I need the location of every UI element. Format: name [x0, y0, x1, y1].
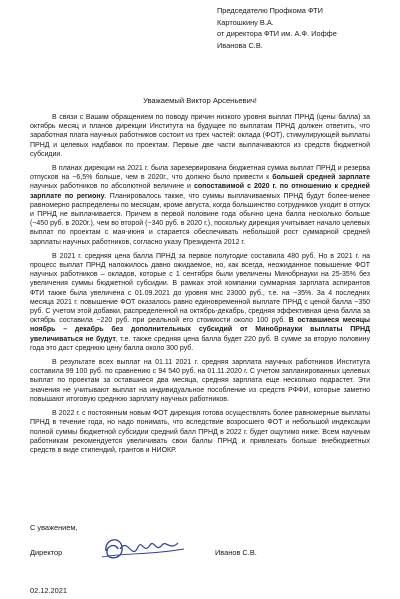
greeting: Уважаемый Виктор Арсеньевич!	[143, 96, 257, 105]
text-run: научных работников по абсолютной величине и	[30, 183, 194, 191]
signer-name: Иванов С.В.	[215, 548, 257, 557]
bold-text-run: сопоставимой с 2020 г. по отношению к средней зарплате по региону	[30, 183, 370, 200]
body-paragraph	[30, 252, 370, 353]
text-run: , т.е. также средняя цена балла будет 220 руб. В сумме за вторую половину года это даст среднюю цену балла около 300 руб.	[30, 335, 370, 352]
text-run: В результате всех выплат на 01.11 2021 г. средняя зарплата научных работников Института составила 99 100 руб. по сравнению с 94 540 руб. на 01.11.2020 г. С учетом запланированных целевых выплат по проектам за оставшиеся два месяца, средняя зарплата еще несколько подрастет. Эти значения не учитывают выплат на индивидуальное пособление из средств РФФИ, которые заметно повышают итоговую среднюю зарплату научных работников.	[30, 359, 370, 403]
body-paragraph	[30, 358, 370, 404]
letter-body	[30, 113, 370, 460]
body-paragraph	[30, 409, 370, 455]
addressee-block	[217, 5, 392, 51]
letter-date: 02.12.2021	[30, 586, 67, 595]
text-run: . Планировалось также, что суммы выплачиваемых ПРНД будут более-менее равномерно распределены по месяцам, кроме августа, когда большинство сотрудников уходит в отпуск и ПРНД не выплачивается. Причем в первой половине года обычно цена балла несколько больше (~450 руб. в 2020г.), чем во второй (~340 руб. в 2020 г.), поскольку дирекция учитывает начало целевых выплат по проектам с мая-июня и старается обеспечивать небольшой рост суммарной средней зарплаты научных работников, согласно указу Президента 2012 г.	[30, 192, 370, 246]
text-run: В 2022 г. с постоянным новым ФОТ дирекция готова осуществлять более равномерные выплаты ПРНД в течение года, но надо понимать, что вследствие возросшего ФОТ и небольшой индексации полной суммы бюджетной субсидии средний балл ПРНД в 2022 г. будет ощутимо ниже. Всем научным работникам рекомендуется увеличивать свои баллы ПРНД и привлекать больше внебюджетных средств в виде стипендий, грантов и НИОКР.	[30, 410, 370, 454]
addressee-line: Председателю Профкома ФТИ	[217, 6, 323, 15]
text-run: В связи с Вашим обращением по поводу причин низкого уровня выплат ПРНД (цены балла) за октябрь месяц и планов дирекции Института на будущее по выплатам ПРНД должен ответить, что заработная плата научных работников состоит из трех частей: оклада (ФОТ), стимулирующей выплаты ПРНД и целевых надбавок по проектам. Первые две части выплачиваются из средств бюджетной субсидии.	[30, 114, 370, 158]
bold-text-run: В оставшиеся месяцы ноябрь – декабрь без дополнительных субсидий от Минобрнауки выплаты ПРНД увеличиваться не будут	[30, 317, 370, 343]
closing-regards: С уважением,	[30, 523, 78, 532]
text-run: В планах дирекции на 2021 г. была зарезервирована бюджетная сумма выплат ПРНД и резерва отпусков на ~6,5% больше, чем в 2020г., что должно было привести к	[30, 165, 370, 182]
text-run: В 2021 г. средняя цена балла ПРНД за первое полугодие составила 480 руб. Но в 2021 г. на процесс выплат ПРНД наложилось давно ожидаемое, но, как всегда, неожиданное повышение ФОТ научных работников – окладов, которые с 1 сентября были увеличены Минобрнауки на 25-35% без увеличения суммы бюджетной субсидии. В рамках этой компании суммарная зарплата аспирантов ФТИ также была увеличена с 01.09.2021 до уровня мнс 23000 руб., т.е. на ~35%. За 4 последних месяца 2021 г. повышение ФОТ оказалось равно единовременной выплате ПРНД с ценой балла ~350 руб. С учетом этой добавки, распределенной на октябрь-декабрь, средняя эффективная цена балла за октябрь составила ~220 руб. при реальной его стоимости около 100 руб.	[30, 252, 370, 325]
addressee-line: Картошкину В.А.	[217, 17, 274, 27]
addressee-line: Иванова С.В.	[217, 40, 263, 50]
addressee-line: от директора ФТИ им. А.Ф. Иоффе	[217, 29, 337, 38]
bold-text-run: большей средней зарплате	[272, 174, 370, 182]
body-paragraph	[30, 113, 370, 159]
handwritten-signature	[98, 527, 188, 569]
signer-role: Директор	[30, 548, 63, 557]
body-paragraph	[30, 164, 370, 247]
